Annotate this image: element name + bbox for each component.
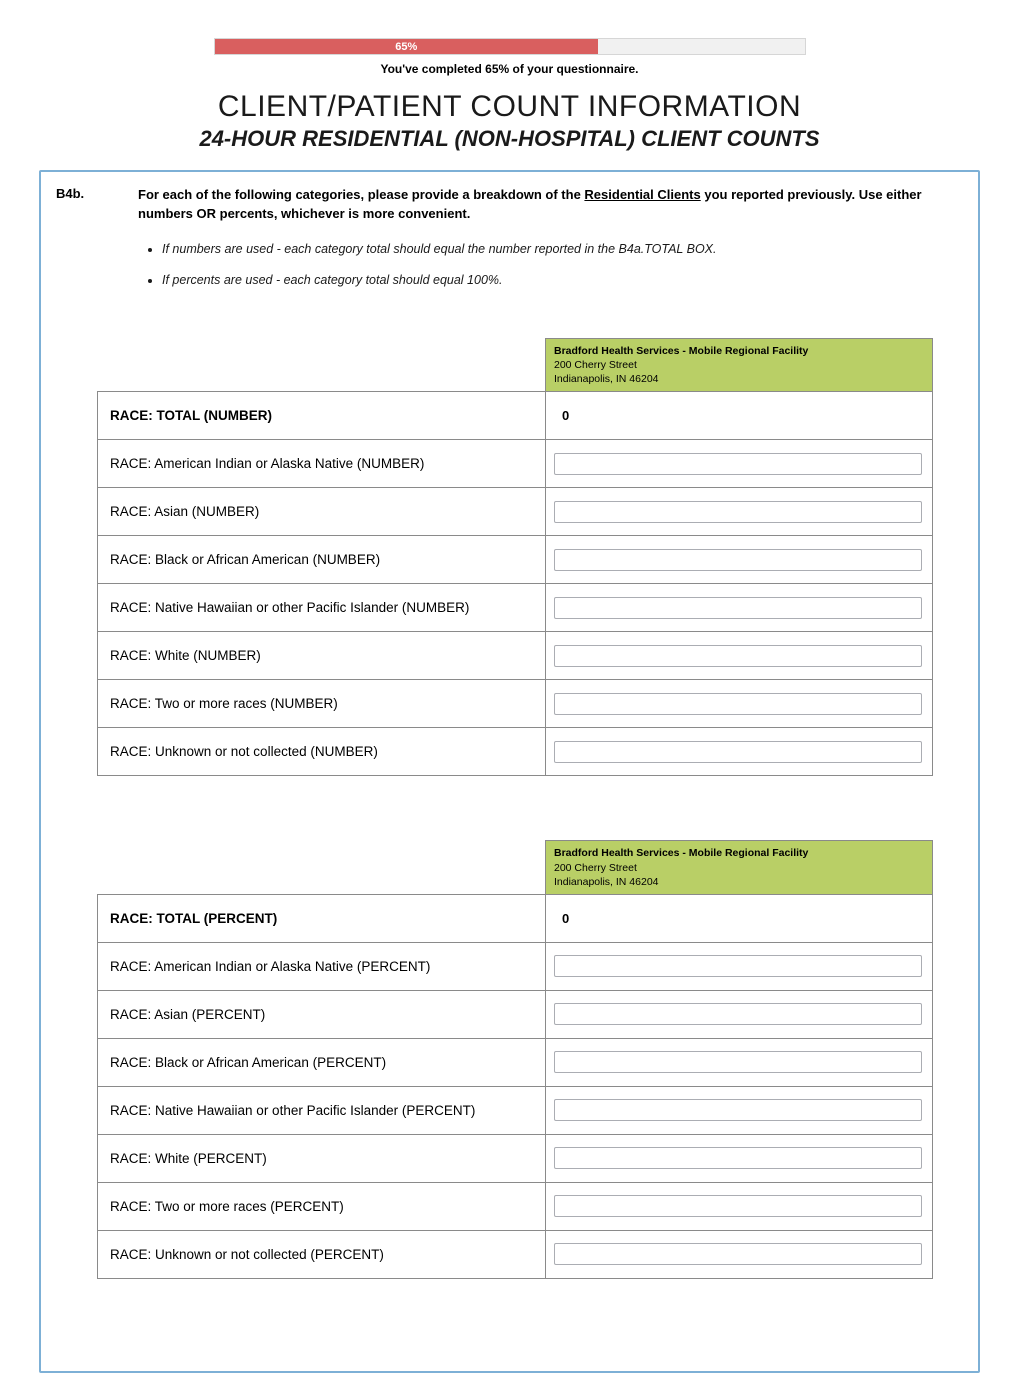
race-row-value-cell [546,728,933,776]
bullet-percents: • If percents are used - each category total should equal 100%. [162,271,923,289]
question-box [39,170,980,1373]
race-percent-table [97,840,933,1279]
race-row [98,1134,933,1182]
progress-message: You've completed 65% of your questionnaire. [380,62,639,76]
race-row-label: RACE: Native Hawaiian or other Pacific Islander (NUMBER) [98,584,546,632]
race-row [98,1038,933,1086]
race-total-label: RACE: TOTAL (PERCENT) [98,894,546,942]
race-value-input[interactable] [554,693,922,715]
race-row-label: RACE: Unknown or not collected (PERCENT) [98,1230,546,1278]
question-row [41,182,978,302]
page-subtitle: 24-HOUR RESIDENTIAL (NON-HOSPITAL) CLIENT COUNTS [199,126,820,151]
race-value-input[interactable] [554,597,922,619]
race-row-value-cell [546,680,933,728]
race-row-label: RACE: Black or African American (PERCENT) [98,1038,546,1086]
page-title: CLIENT/PATIENT COUNT INFORMATION [217,90,802,123]
race-row [98,680,933,728]
race-row [98,632,933,680]
race-value-input[interactable] [554,453,922,475]
facility-address-line1: 200 Cherry Street [554,861,637,874]
race-row-label: RACE: Two or more races (NUMBER) [98,680,546,728]
facility-address-line2: Indianapolis, IN 46204 [554,373,659,386]
residential-clients-emphasis: Residential Clients [584,187,701,202]
facility-address-line1: 200 Cherry Street [554,359,637,372]
instruction-text [138,186,923,224]
facility-header [546,841,933,895]
facility-header [546,338,933,392]
race-row [98,990,933,1038]
race-row [98,728,933,776]
race-value-input[interactable] [554,741,922,763]
bullet-numbers: • If numbers are used - each category total should equal the number reported in the B4a.TOTAL BOX. [162,240,923,258]
race-number-table [97,338,933,777]
race-row-value-cell [546,1038,933,1086]
race-row-value-cell [546,1182,933,1230]
race-row-value-cell [546,536,933,584]
progress-area [0,0,1019,76]
facility-header-spacer [98,841,546,895]
race-row [98,942,933,990]
race-value-input[interactable] [554,1195,922,1217]
race-row-value-cell [546,1134,933,1182]
race-row-label: RACE: Black or African American (NUMBER) [98,536,546,584]
race-row-value-cell [546,1230,933,1278]
question-id: B4b. [56,186,85,201]
race-value-input[interactable] [554,549,922,571]
race-value-input[interactable] [554,645,922,667]
question-body [138,186,963,302]
facility-header-row [98,338,933,392]
race-row-label: RACE: American Indian or Alaska Native (PERCENT) [98,942,546,990]
race-row [98,1230,933,1278]
race-row-label: RACE: Asian (NUMBER) [98,488,546,536]
facility-header-row [98,841,933,895]
facility-header-spacer [98,338,546,392]
race-value-input[interactable] [554,1099,922,1121]
instruction-suffix: you reported previously. Use either numbers OR percents, whichever is more convenient. [138,187,922,221]
race-row-value-cell [546,584,933,632]
race-row [98,536,933,584]
race-row-value-cell [546,990,933,1038]
race-row-label: RACE: Unknown or not collected (NUMBER) [98,728,546,776]
facility-name: Bradford Health Services - Mobile Regional Facility [554,344,809,357]
race-row [98,1182,933,1230]
race-value-input[interactable] [554,1003,922,1025]
race-value-input[interactable] [554,1243,922,1265]
race-total-value: 0 [562,910,570,926]
facility-address-line2: Indianapolis, IN 46204 [554,875,659,888]
race-total-value: 0 [562,408,570,424]
race-row-value-cell [546,942,933,990]
race-value-input[interactable] [554,1051,922,1073]
progress-percent-label: 65% [395,40,418,53]
facility-name: Bradford Health Services - Mobile Regional Facility [554,847,809,860]
race-row [98,1086,933,1134]
instruction-bullets [162,240,923,289]
race-row [98,584,933,632]
race-total-cell [546,392,933,440]
race-row [98,488,933,536]
race-row-label: RACE: White (NUMBER) [98,632,546,680]
race-value-input[interactable] [554,501,922,523]
race-row-value-cell [546,488,933,536]
race-row [98,440,933,488]
race-row-label: RACE: Native Hawaiian or other Pacific Islander (PERCENT) [98,1086,546,1134]
race-row-label: RACE: White (PERCENT) [98,1134,546,1182]
progress-bar [214,38,806,55]
race-total-row [98,392,933,440]
race-row-label: RACE: Two or more races (PERCENT) [98,1182,546,1230]
race-total-cell [546,894,933,942]
instruction-prefix: For each of the following categories, please provide a breakdown of the [138,187,585,202]
race-total-row [98,894,933,942]
race-row-value-cell [546,1086,933,1134]
race-row-value-cell [546,440,933,488]
race-value-input[interactable] [554,1147,922,1169]
race-row-value-cell [546,632,933,680]
progress-fill [215,39,599,54]
race-total-label: RACE: TOTAL (NUMBER) [98,392,546,440]
race-row-label: RACE: American Indian or Alaska Native (NUMBER) [98,440,546,488]
race-value-input[interactable] [554,955,922,977]
race-row-label: RACE: Asian (PERCENT) [98,990,546,1038]
